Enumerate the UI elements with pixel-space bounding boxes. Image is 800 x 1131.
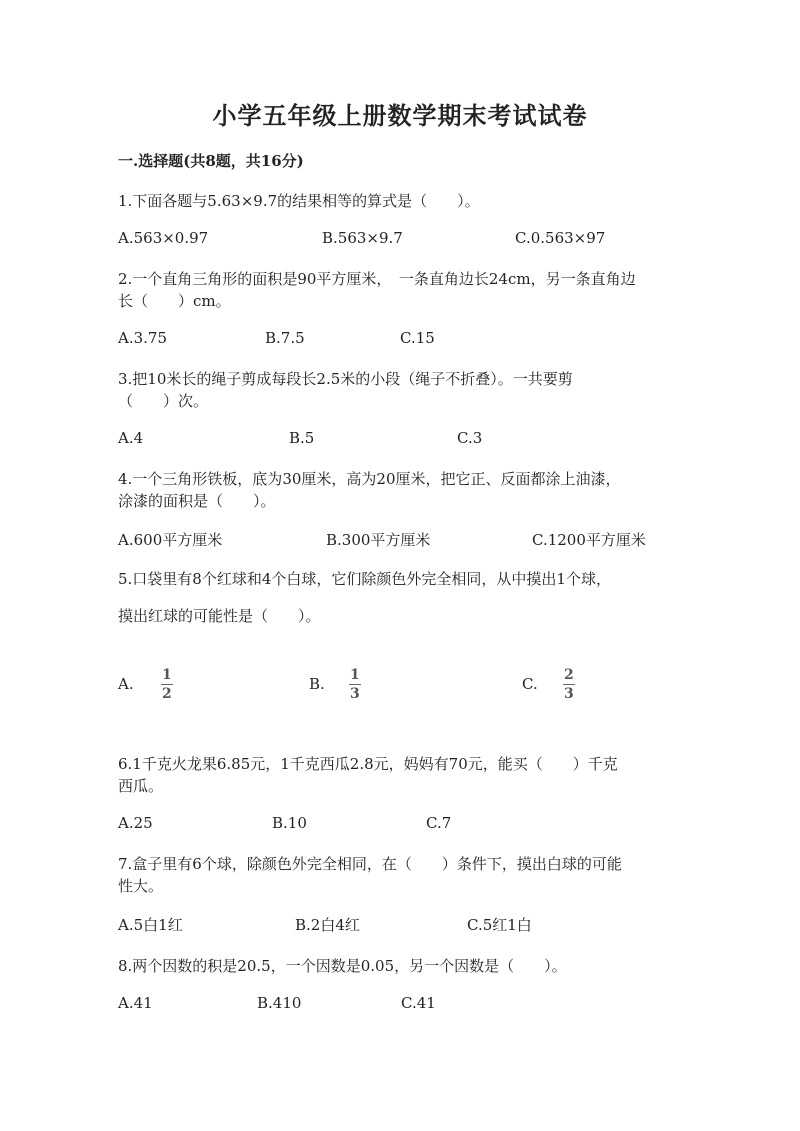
question-4-option-b: B.300平方厘米 [326,531,431,549]
question-6-text-line-1: 6.1千克火龙果6.85元，1千克西瓜2.8元，妈妈有70元，能买（ ）千克 [118,755,618,773]
question-4-option-a: A.600平方厘米 [118,531,223,549]
section-heading: 一.选择题(共8题，共16分) [118,152,304,170]
question-6-option-a: A.25 [118,814,153,832]
question-5-option-c: C. [522,675,538,693]
question-1-option-a: A.563×0.97 [118,229,209,247]
fraction-bar [563,684,575,685]
fraction-bar [349,684,361,685]
question-5-text-line-1: 5.口袋里有8个红球和4个白球，它们除颜色外完全相同，从中摸出1个球， [118,570,611,588]
question-5-option-a-fraction [160,668,174,701]
question-7-option-c: C.5红1白 [467,916,532,934]
question-2-option-a: A.3.75 [118,329,167,347]
question-8-option-b: B.410 [257,994,302,1012]
question-5-text-line-2: 摸出红球的可能性是（ ）。 [118,607,321,625]
question-4-text-line-1: 4.一个三角形铁板，底为30厘米，高为20厘米，把它正、反面都涂上油漆， [118,470,621,488]
question-1-option-c: C.0.563×97 [515,229,606,247]
fraction-denominator: 2 [162,686,172,702]
question-5-option-b: B. [309,675,325,693]
question-3-option-c: C.3 [457,429,483,447]
question-8-option-c: C.41 [401,994,436,1012]
question-7-text-line-1: 7.盒子里有6个球，除颜色外完全相同，在（ ）条件下，摸出白球的可能 [118,855,622,873]
fraction-denominator: 3 [564,686,574,702]
question-7-option-b: B.2白4红 [295,916,360,934]
question-7-text-line-2: 性大。 [118,877,164,895]
question-3-option-b: B.5 [289,429,315,447]
fraction-numerator: 2 [564,667,574,683]
question-7-option-a: A.5白1红 [118,916,183,934]
question-4-text-line-2: 涂漆的面积是（ ）。 [118,492,276,510]
fraction-bar [161,684,173,685]
fraction-numerator: 1 [162,667,172,683]
fraction-numerator: 1 [350,667,360,683]
question-2-option-b: B.7.5 [265,329,305,347]
question-6-text-line-2: 西瓜。 [118,777,164,795]
question-3-option-a: A.4 [118,429,144,447]
question-8-option-a: A.41 [118,994,153,1012]
question-6-option-b: B.10 [272,814,307,832]
question-2-text-line-2: 长（ ）cm。 [118,292,231,310]
question-8-text: 8.两个因数的积是20.5，一个因数是0.05，另一个因数是（ ）。 [118,957,567,975]
question-1-text: 1.下面各题与5.63×9.7的结果相等的算式是（ ）。 [118,192,480,210]
question-3-text-line-1: 3.把10米长的绳子剪成每段长2.5米的小段（绳子不折叠）。一共要剪 [118,370,573,388]
question-4-option-c: C.1200平方厘米 [532,531,646,549]
question-2-option-c: C.15 [400,329,435,347]
question-5-option-a: A. [118,675,134,693]
fraction-denominator: 3 [350,686,360,702]
exam-title: 小学五年级上册数学期末考试试卷 [212,101,588,130]
question-5-option-c-fraction [562,668,576,701]
question-6-option-c: C.7 [426,814,452,832]
question-5-option-b-fraction [348,668,362,701]
question-3-text-line-2: （ ）次。 [118,392,209,410]
question-1-option-b: B.563×9.7 [322,229,403,247]
question-2-text-line-1: 2.一个直角三角形的面积是90平方厘米， 一条直角边长24cm，另一条直角边 [118,270,636,288]
